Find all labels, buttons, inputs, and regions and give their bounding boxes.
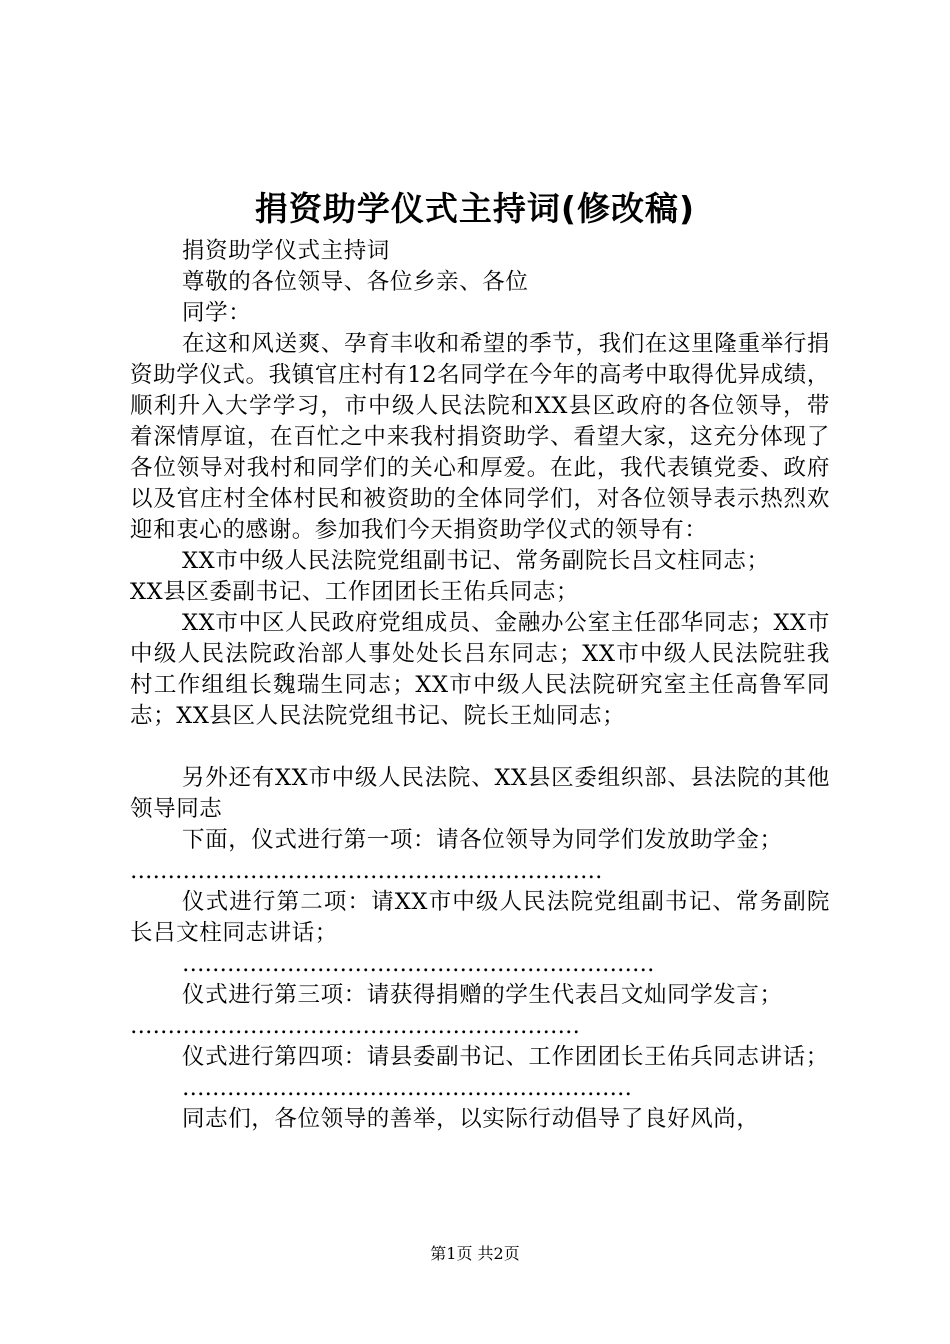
paragraph-salutation-cont: 同学：	[182, 300, 252, 326]
document-body	[130, 236, 830, 1135]
paragraph-closing: 同志们，各位领导的善举，以实际行动倡导了良好风尚，	[182, 1106, 760, 1132]
paragraph-guest-list: XX市中区人民政府党组成员、金融办公室主任邵华同志；XX市中级人民法院政治部人事处处长吕东同志；XX市中级人民法院驻我村工作组组长魏瑞生同志；XX市中级人民法院研究室主任高鲁军同志；XX县区人民法院党组书记、院长王灿同志；	[130, 610, 830, 729]
document-title: 捐资助学仪式主持词(修改稿)	[254, 189, 696, 228]
paragraph-guest-2: XX县区委副书记、工作团团长王佑兵同志；	[130, 579, 580, 605]
paragraph-item-1: 下面，仪式进行第一项：请各位领导为同学们发放助学金；	[182, 827, 783, 853]
paragraph-other-leaders: 另外还有XX市中级人民法院、XX县区委组织部、县法院的其他领导同志	[130, 765, 830, 822]
paragraph-guest-1: XX市中级人民法院党组副书记、常务副院长吕文柱同志；	[182, 548, 770, 574]
dotted-line-3: ……………………………………………………	[130, 1013, 580, 1039]
paragraph-heading: 捐资助学仪式主持词	[182, 238, 390, 264]
blank-line	[130, 732, 830, 763]
paragraph-item-4: 仪式进行第四项：请县委副书记、工作团团长王佑兵同志讲话；	[182, 1044, 829, 1070]
paragraph-opening: 在这和风送爽、孕育丰收和希望的季节，我们在这里隆重举行捐资助学仪式。我镇官庄村有12名同学在今年的高考中取得优异成绩，顺利升入大学学习，市中级人民法院和XX县区政府的各位领导，带着深情厚谊，在百忙之中来我村捐资助学、看望大家，这充分体现了各位领导对我村和同学们的关心和厚爱。在此，我代表镇党委、政府以及官庄村全体村民和被资助的全体同学们，对各位领导表示热烈欢迎和衷心的感谢。参加我们今天捐资助学仪式的领导有：	[130, 331, 830, 543]
dotted-line-4: ……………………………………………………	[182, 1075, 632, 1101]
dotted-line-2: ………………………………………………………	[182, 951, 655, 977]
paragraph-item-2: 仪式进行第二项：请XX市中级人民法院党组副书记、常务副院长吕文柱同志讲话；	[130, 889, 830, 946]
paragraph-salutation: 尊敬的各位领导、各位乡亲、各位	[182, 269, 529, 295]
dotted-line-1: ………………………………………………………	[130, 858, 603, 884]
page-number: 第1页 共2页	[430, 1244, 520, 1263]
paragraph-item-3: 仪式进行第三项：请获得捐赠的学生代表吕文灿同学发言；	[182, 982, 783, 1008]
